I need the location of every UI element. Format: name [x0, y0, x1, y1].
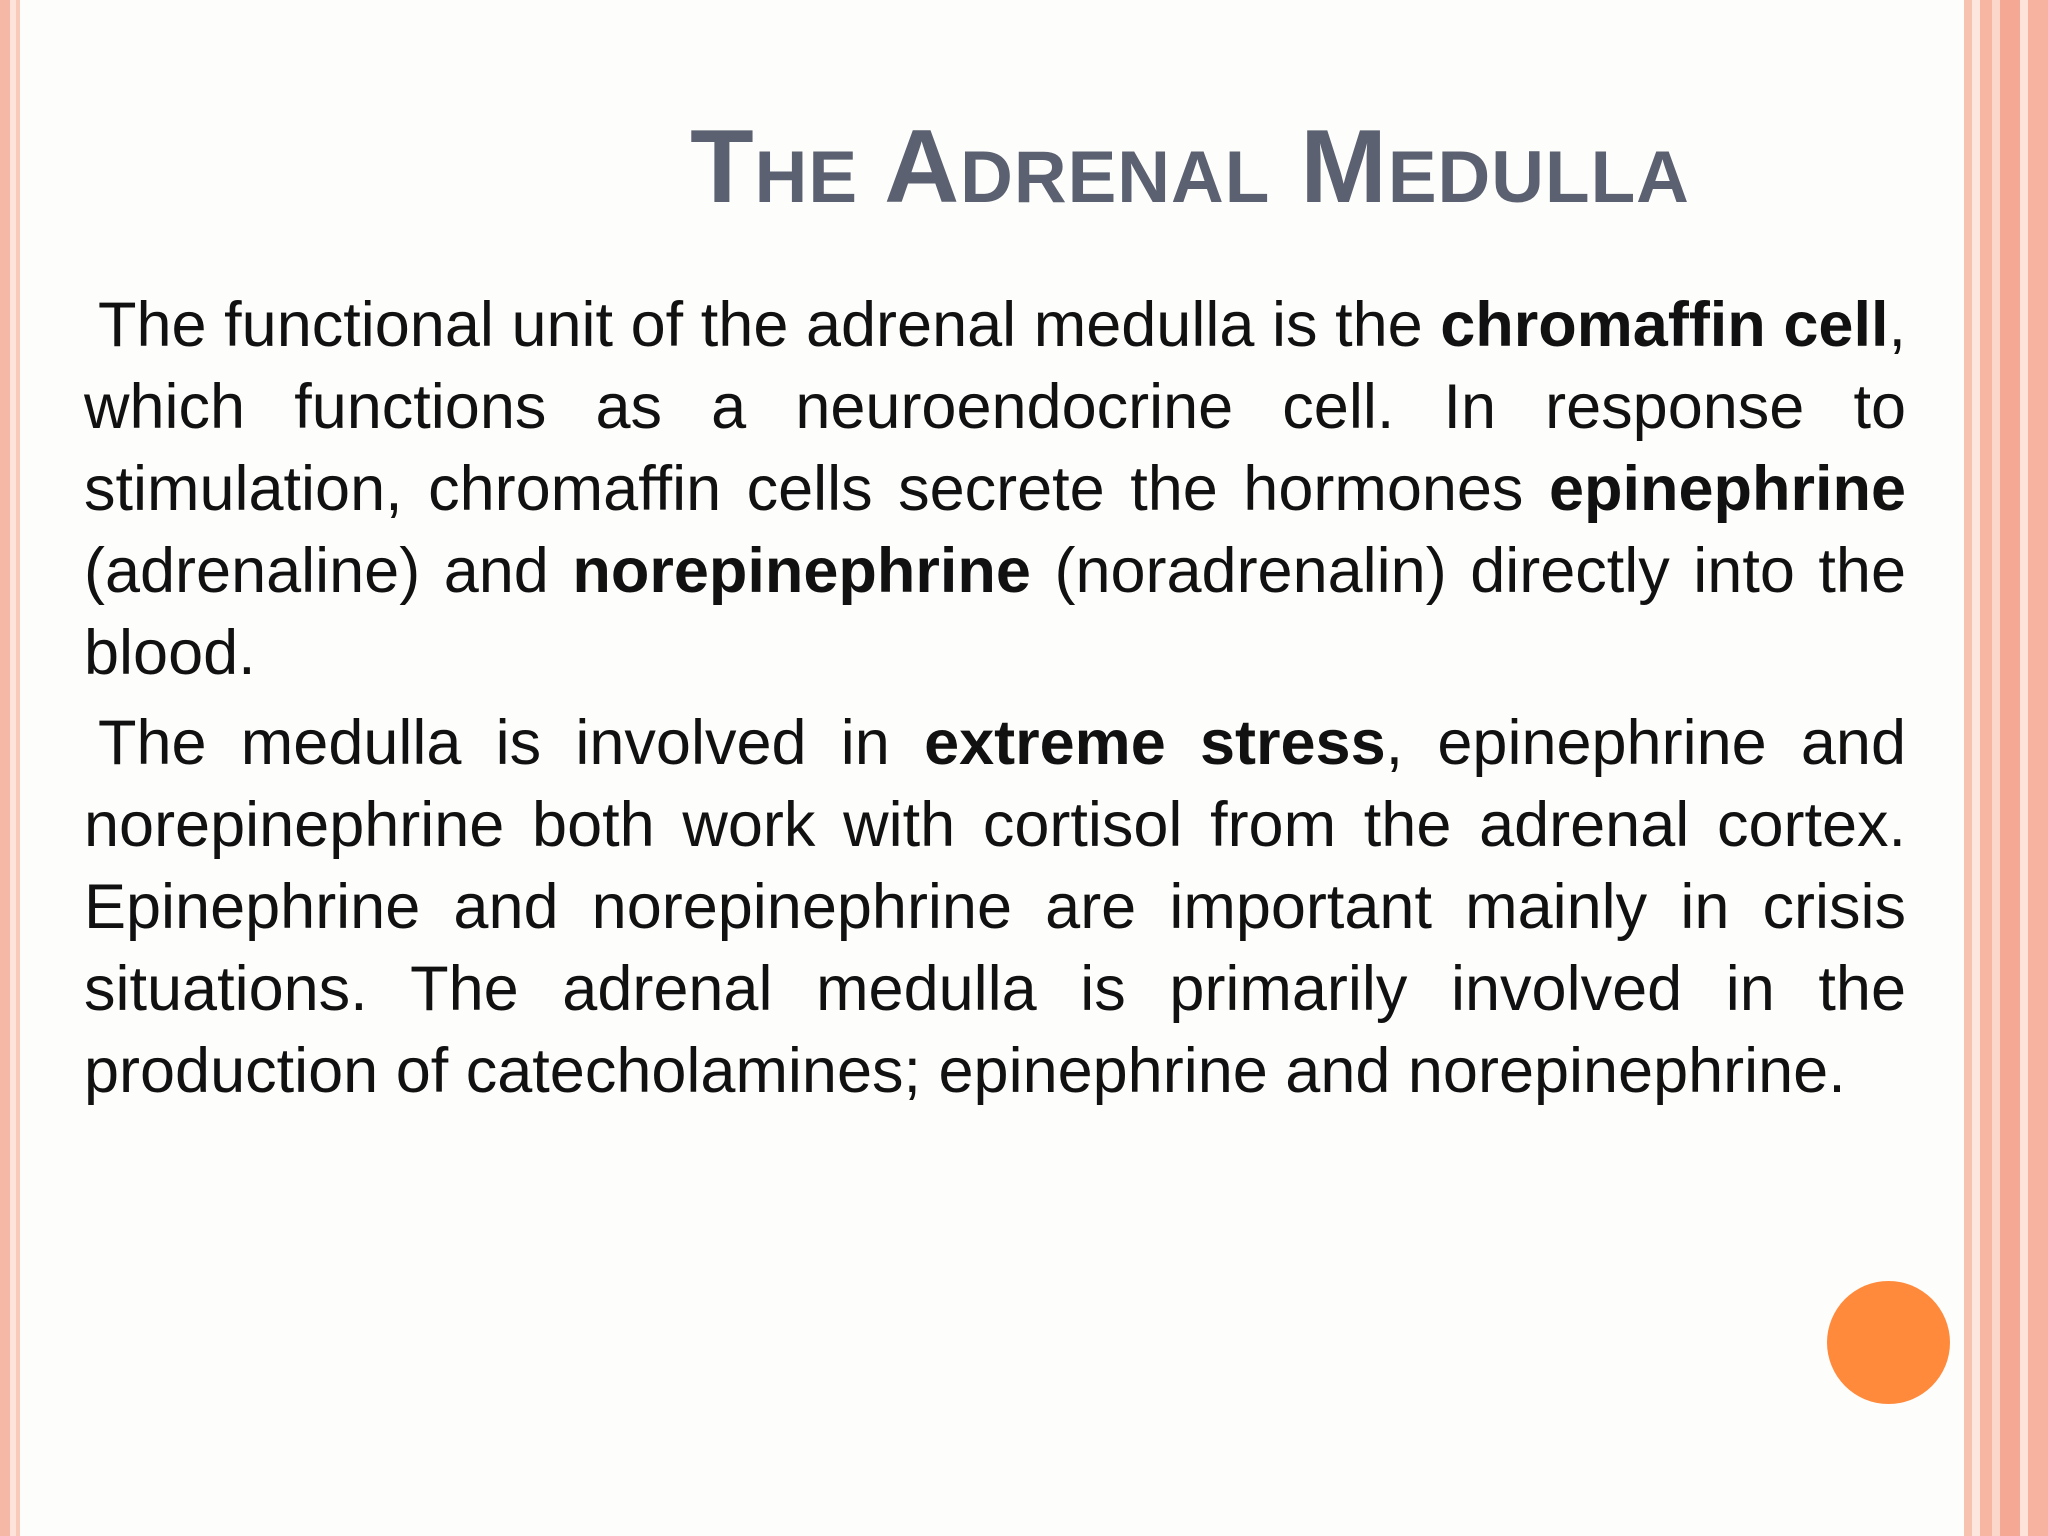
bold-term-norepinephrine: norepinephrine — [572, 536, 1031, 606]
text-run: (adrenaline) and — [84, 536, 573, 606]
text-run: , which functions as a neuroendocrine cell. In response to stimulation, chromaffin cells secrete the hormones — [84, 290, 1906, 524]
paragraph-functional-unit — [84, 284, 1906, 694]
bold-term-epinephrine: epinephrine — [1548, 454, 1906, 524]
text-run: The medulla is involved in — [98, 708, 925, 778]
right-border-stripe — [2000, 0, 2020, 1536]
slide-body — [84, 284, 1906, 1120]
orange-circle-decoration — [1827, 1281, 1950, 1404]
bold-term-chromaffin-cell: chromaffin cell — [1440, 290, 1889, 360]
left-border-stripe — [0, 0, 10, 1536]
text-run: , epinephrine and norepinephrine both work with cortisol from the adrenal cortex. Epinephrine and norepinephrine are important mainly in crisis situations. The adrenal medulla is primarily involved in the production of catecholamines; epinephrine and norepinephrine. — [84, 708, 1906, 1106]
right-border-stripe — [2028, 0, 2048, 1536]
right-border-stripe — [1980, 0, 1992, 1536]
text-run: The functional unit of the adrenal medulla is the — [98, 290, 1441, 360]
paragraph-extreme-stress — [84, 702, 1906, 1112]
right-border-stripe — [2020, 0, 2028, 1536]
left-border-stripe — [16, 0, 20, 1536]
right-border-stripe — [1992, 0, 2000, 1536]
text-run: (noradrenalin) directly into the blood. — [84, 536, 1906, 688]
slide-title: The Adrenal Medulla — [690, 109, 1690, 225]
right-border-stripe — [1964, 0, 1972, 1536]
bold-term-extreme-stress: extreme stress — [924, 708, 1386, 778]
right-border-stripe — [1972, 0, 1980, 1536]
